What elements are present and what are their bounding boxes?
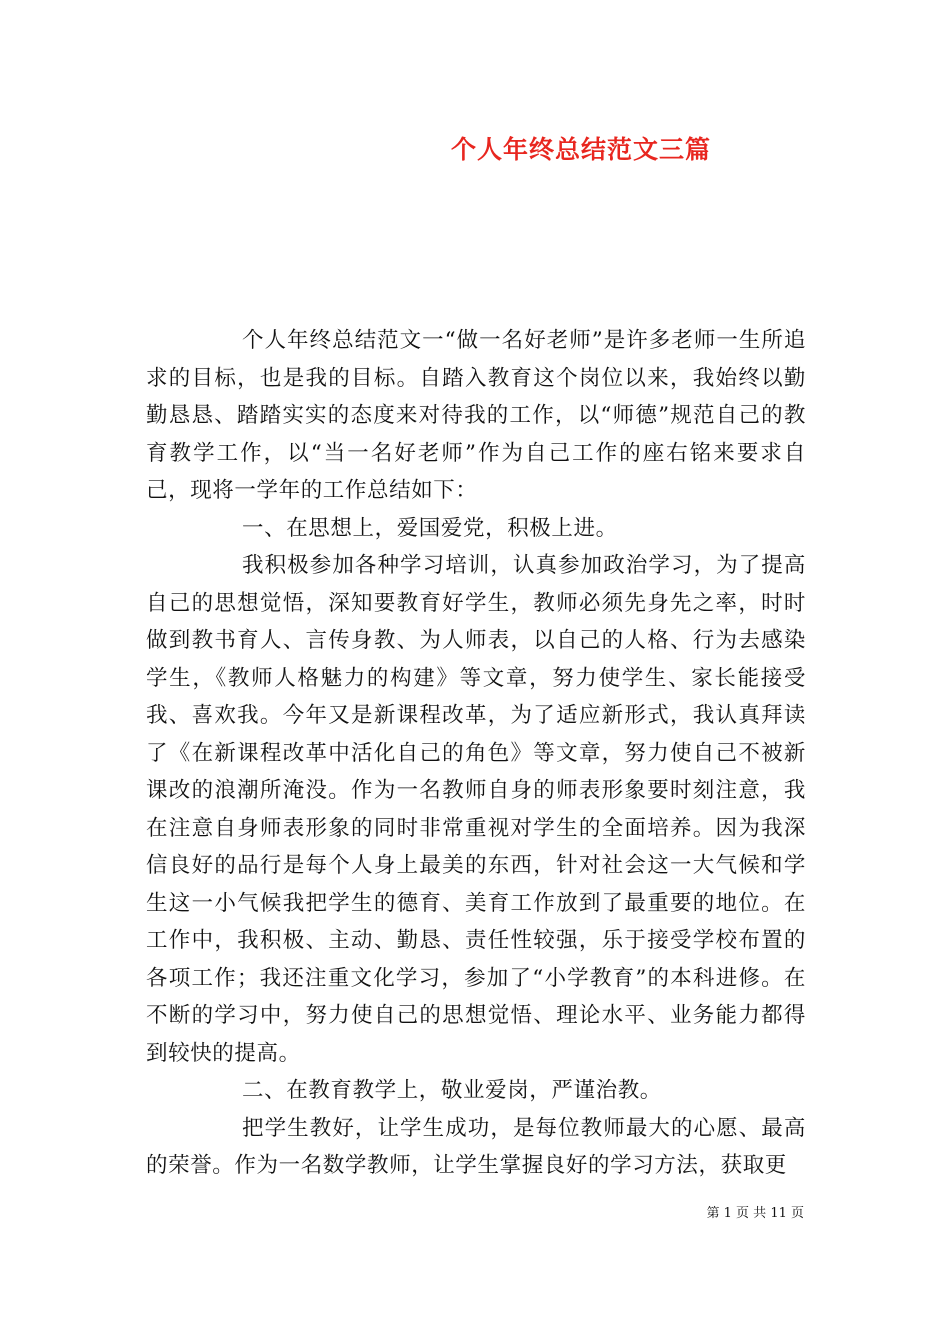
- document-body: [146, 322, 806, 1185]
- section-heading-1: 一、在思想上，爱国爱党，积极上进。: [242, 515, 618, 541]
- page-number-footer: 第 1 页 共 11 页: [706, 1206, 804, 1221]
- section-heading-2: 二、在教育教学上，敬业爱岗，严谨治教。: [242, 1078, 662, 1103]
- document-title: 个人年终总结范文三篇: [451, 135, 712, 164]
- paragraph-section-2: 把学生教好，让学生成功，是每位教师最大的心愿、最高的荣誉。作为一名数学教师，让学生掌握良好的学习方法，获取更: [146, 1115, 806, 1178]
- paragraph-intro: 个人年终总结范文一“做一名好老师”是许多老师一生所追求的目标，也是我的目标。自踏入教育这个岗位以来，我始终以勤勤恳恳、踏踏实实的态度来对待我的工作，以“师德”规范自己的教育教学工作，以“当一名好老师”作为自己工作的座右铭来要求自己，现将一学年的工作总结如下：: [146, 328, 806, 503]
- paragraph-section-1: 我积极参加各种学习培训，认真参加政治学习，为了提高自己的思想觉悟，深知要教育好学生，教师必须先身先之率，时时做到教书育人、言传身教、为人师表，以自己的人格、行为去感染学生，《教师人格魅力的构建》等文章，努力使学生、家长能接受我、喜欢我。今年又是新课程改革，为了适应新形式，我认真拜读了《在新课程改革中活化自己的角色》等文章，努力使自己不被新课改的浪潮所淹没。作为一名教师自身的师表形象要时刻注意，我在注意自身师表形象的同时非常重视对学生的全面培养。因为我深信良好的品行是每个人身上最美的东西，针对社会这一大气候和学生这一小气候我把学生的德育、美育工作放到了最重要的地位。在工作中，我积极、主动、勤恳、责任性较强，乐于接受学校布置的各项工作；我还注重文化学习，参加了“小学教育”的本科进修。在不断的学习中，努力使自己的思想觉悟、理论水平、业务能力都得到较快的提高。: [146, 553, 806, 1066]
